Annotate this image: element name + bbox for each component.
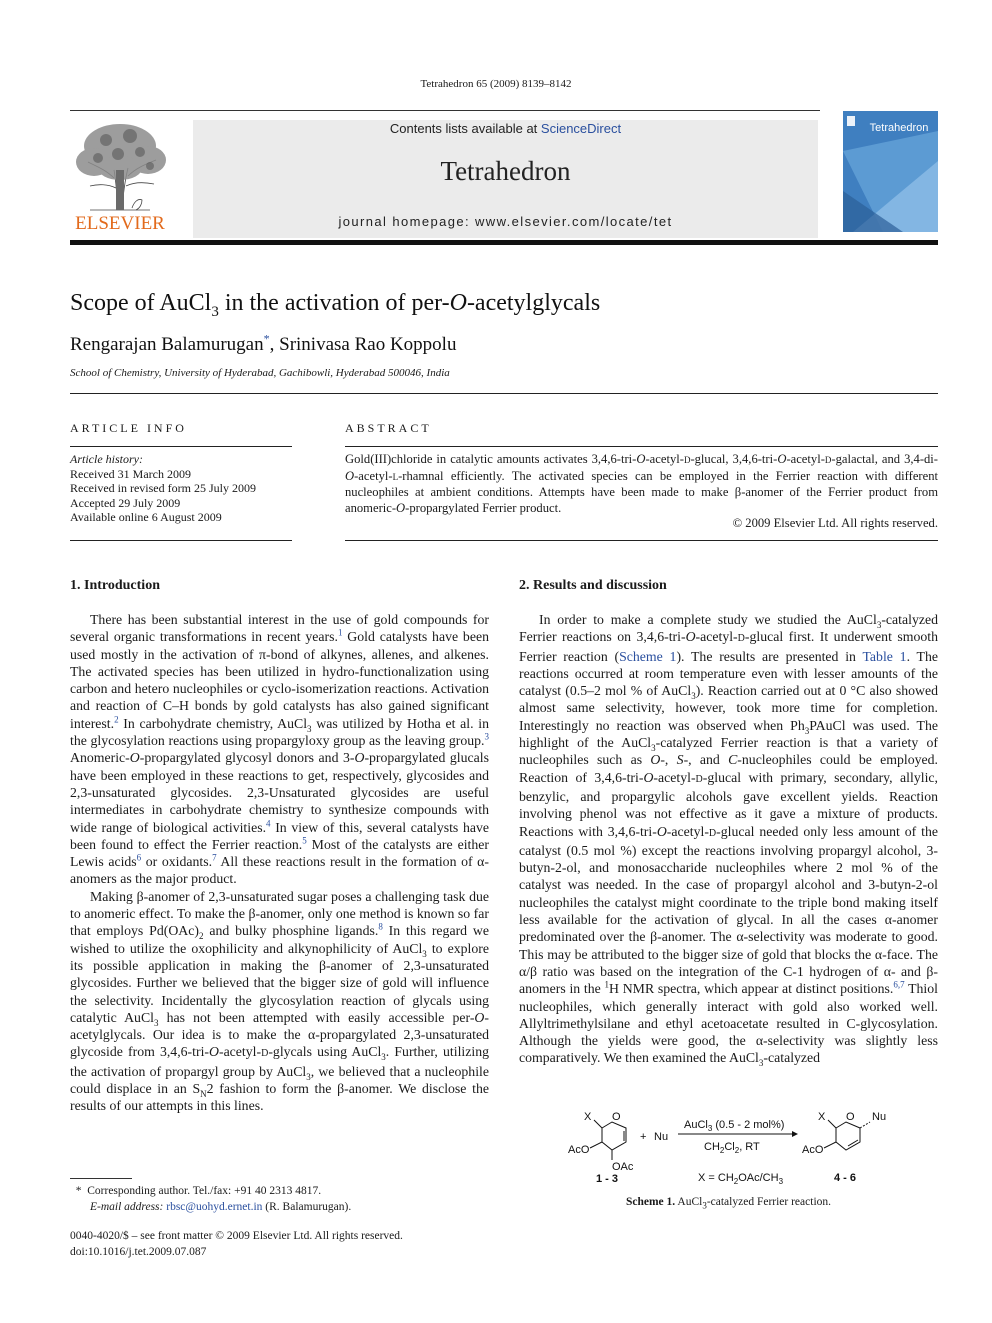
journal-homepage[interactable]: journal homepage: www.elsevier.com/locate/tet [338, 214, 673, 229]
history-received: Received 31 March 2009 [70, 466, 191, 481]
abstract-text: Gold(III)chloride in catalytic amounts activates 3,4,6-tri-O-acetyl-D-glucal, 3,4,6-tri-O-acetyl-D-galactal, and 3,4-di-O-acetyl-L-rhamnal efficiently. The activated species can be employed in the Ferrier reaction with different nucleophiles at ambient conditions. Attempts have been made to make β-anomer of the Ferrier product from anomeric-O-propargylated Ferrier product. [345, 452, 938, 515]
scheme-oac-label: OAc [612, 1161, 634, 1173]
glycal-ring [590, 1120, 626, 1160]
email-owner: (R. Balamurugan). [265, 1200, 352, 1213]
scheme-1[interactable] [540, 1104, 940, 1186]
article-title [70, 290, 601, 320]
header-rule [70, 110, 820, 111]
scheme-x-label: X [584, 1111, 592, 1123]
email-label: E-mail address: [90, 1200, 164, 1213]
email-note [70, 1200, 351, 1216]
journal-cover[interactable] [843, 111, 938, 232]
history-accepted: Accepted 29 July 2009 [70, 495, 181, 510]
cover-title: Tetrahedron [869, 122, 929, 134]
scheme-aco-label: AcO [568, 1144, 590, 1156]
product-aco-label: AcO [802, 1144, 824, 1156]
journal-title: Tetrahedron [440, 156, 571, 186]
journal-cover-image [843, 111, 938, 232]
copyright-notice: © 2009 Elsevier Ltd. All rights reserved. [732, 516, 938, 530]
product-ring [824, 1120, 870, 1150]
history-label: Article history: [70, 452, 143, 466]
product-o-label: O [846, 1111, 855, 1123]
divider [70, 446, 292, 447]
reaction-arrow-icon [792, 1131, 798, 1137]
history-revised: Received in revised form 25 July 2009 [70, 481, 256, 495]
title-italic: O [449, 290, 467, 316]
author-list [70, 331, 457, 356]
scheme-x-definition: $X = CH_2OAc/CH_3$ [698, 1172, 784, 1186]
history-online: Available online 6 August 2009 [70, 510, 222, 524]
divider [345, 446, 938, 447]
scheme-start-number: 1 - 3 [596, 1173, 619, 1185]
intro-paragraph-1: There has been substantial interest in the use of gold compounds for several organic transformations in recent years.$^1$ Gold catalysts have been used mostly in the activation of π-bond of alkynes, allenes, and alkenes. The activated species has been utilized in hydro-functionalization using carbon and hetero nucleophiles or cyclo-isomerization reactions. Activation and reaction of C–H bonds by gold catalysts has also gained significant interest.$^2$ In carbohydrate chemistry, AuCl$_3$ was utilized by Hotha et al. in the glycosylation reactions using propargyloxy group as the leaving group.$^3$ Anomeric-O-propargylated glycosyl donors and 3-O-propargylated glucals have been employed in these reactions to get, respectively, glycosides and 2,3-unsaturated glycosides. 2,3-Unsaturated glycosides are useful intermediates in carbohydrate chemistry to synthesize compounds with wide range of biological activities.$^4$ In view of this, several catalysts have been found to effect the Ferrier reaction.$^5$ Most of the catalysts are either Lewis acids$^6$ or oxidants.$^7$ All these reactions result in the formation of α-anomers as the major product. [70, 612, 489, 887]
scheme-solvent: $CH_2Cl_2$, RT [704, 1141, 760, 1155]
elsevier-wordmark: ELSEVIER [75, 213, 165, 234]
caption-label: Scheme 1. [625, 1196, 676, 1208]
results-body [519, 611, 938, 1067]
scheme-caption [519, 1196, 938, 1211]
footnote-rule [70, 1178, 132, 1179]
elsevier-logo[interactable] [70, 118, 170, 234]
caption-text: -catalyzed Ferrier reaction. [706, 1196, 832, 1208]
contents-line [193, 121, 818, 136]
elsevier-tree-icon [70, 118, 170, 234]
corresponding-mark[interactable]: * [263, 331, 270, 346]
scheme-product-number: 4 - 6 [834, 1172, 857, 1184]
product-nu-label: Nu [872, 1111, 887, 1123]
caption-text: AuCl [677, 1196, 703, 1208]
intro-paragraph-2: Making β-anomer of 2,3-unsaturated sugar poses a challenging task due to anomeric effect. To make the β-anomer, only one method is known so far that employs $Pd(OAc)_2$ and bulky phosphine ligands.$^8$ In this regard we wished to utilize the oxophilicity and alkynophilicity of AuCl$_3$ to explore its possible application in making the β-anomer of 2,3-unsaturated glycosides. Further we believed that the bigger size of gold will influence the selectivity. Incidentally the glycosylation reaction of glycals using catalytic AuCl$_3$ has not been attempted with easily accessible per-O-acetylglycals. Our idea is to make the α-propargylated 2,3-unsaturated glycoside from 3,4,6-tri-O-acetyl-D-glycals using AuCl$_3$. Further, utilizing the activation of propargyl group by AuCl$_3$, we believed that a nucleophile could displace in an $S_N2$ fashion to form the β-anomer. We disclose the results of our attempts in this lines. [70, 888, 490, 1114]
title-subscript: 3 [211, 303, 219, 320]
footnote-star: * [75, 1185, 82, 1197]
abstract-heading: ABSTRACT [345, 421, 432, 435]
scheme-drawing [540, 1104, 940, 1186]
scheme-nu-label: Nu [654, 1131, 669, 1143]
footnote [70, 1184, 351, 1215]
scheme-reagent: AuCl$_3$ (0.5 - 2 mol%) [684, 1119, 785, 1133]
results-heading: 2. Results and discussion [519, 578, 667, 593]
title-part: -acetylglycals [466, 290, 601, 316]
contents-text: Contents lists available at [389, 121, 541, 136]
title-part: in the activation of per- [218, 290, 450, 316]
article-history [70, 452, 292, 525]
doi-line[interactable]: doi:10.1016/j.tet.2009.07.087 [70, 1245, 207, 1258]
results-paragraph-1: In order to make a complete study we studied the AuCl$_3$-catalyzed Ferrier reactions on 3,4,6-tri-O-acetyl-D-glucal first. It underwent smooth Ferrier reaction (Scheme 1). The results are presented in Table 1. The reactions occurred at room temperature even with lesser amounts of the catalyst (0.5–2 mol % of AuCl$_3$). Reaction carried out at 0 °C also showed almost same selectivity, however, took more time for completion. Interestingly no reaction was observed when $Ph_3PAuCl$ was used. The highlight of the AuCl$_3$-catalyzed Ferrier reaction is that a variety of nucleophiles such as O-, S-, and C-nucleophiles could be employed. Reaction of 3,4,6-tri-O-acetyl-D-glucal with primary, secondary, allylic, benzylic, and propargylic alcohols gave excellent yields. Reaction involving phenol was not effective as it gave a mixture of products. Reactions with 3,4,6-tri-O-acetyl-D-glucal needed only less amount of the catalyst (0.5 mol %) except the reactions involving propargyl alcohol, 3-butyn-2-ol, and monosaccharide nucleophiles where 2 mol % of the catalyst was needed. In the case of propargyl alcohol and 3-butyn-2-ol nucleophiles the catalyst might coordinate to the triple bond making itself less available for the activation of glycal. In all the cases α-anomer predominated over the β-anomer. The α-selectivity was moderate to good. This may be attributed to the bigger size of gold that blocks the α-face. The α/β ratio was based on the integration of the C-1 hydrogen of α- and β-anomers in the $^1$H NMR spectra, which appear at distinct positions.$^{6,7}$ Thiol nucleophiles, which generally interact with gold also worked well. Allyltrimethylsilane and ethyl acetoacetate resulted in C-glycosylation. Although the yields were good, the α-selectivity was slightly less comparatively. We then examined the AuCl$_3$-catalyzed [519, 612, 938, 1069]
product-x-label: X [818, 1111, 826, 1123]
sciencedirect-link[interactable]: ScienceDirect [540, 121, 622, 136]
intro-heading: 1. Introduction [70, 578, 160, 593]
issn-block [70, 1229, 403, 1260]
caption-subscript: 3 [702, 1200, 707, 1211]
divider [345, 540, 938, 541]
author-separator: , [269, 334, 280, 355]
title-part: Scope of AuCl [70, 290, 212, 316]
journal-citation: Tetrahedron 65 (2009) 8139–8142 [420, 78, 572, 90]
divider [70, 393, 938, 394]
intro-body [70, 611, 489, 1115]
corresponding-author-note [70, 1184, 351, 1200]
email-link[interactable]: rbsc@uohyd.ernet.in [166, 1200, 263, 1213]
issn-line: 0040-4020/$ – see front matter © 2009 Elsevier Ltd. All rights reserved. [70, 1230, 403, 1242]
article-info-heading: ARTICLE INFO [70, 421, 187, 435]
scheme-plus: + [640, 1131, 647, 1143]
corresponding-text: Corresponding author. Tel./fax: +91 40 2313 4817. [87, 1185, 322, 1197]
author-name[interactable]: Rengarajan Balamurugan [70, 334, 264, 355]
affiliation: School of Chemistry, University of Hyderabad, Gachibowli, Hyderabad 500046, India [70, 367, 450, 379]
author-name[interactable]: Srinivasa Rao Koppolu [279, 334, 457, 355]
divider [70, 540, 292, 541]
scheme-o-label: O [612, 1111, 621, 1123]
header-thick-rule [70, 240, 938, 245]
